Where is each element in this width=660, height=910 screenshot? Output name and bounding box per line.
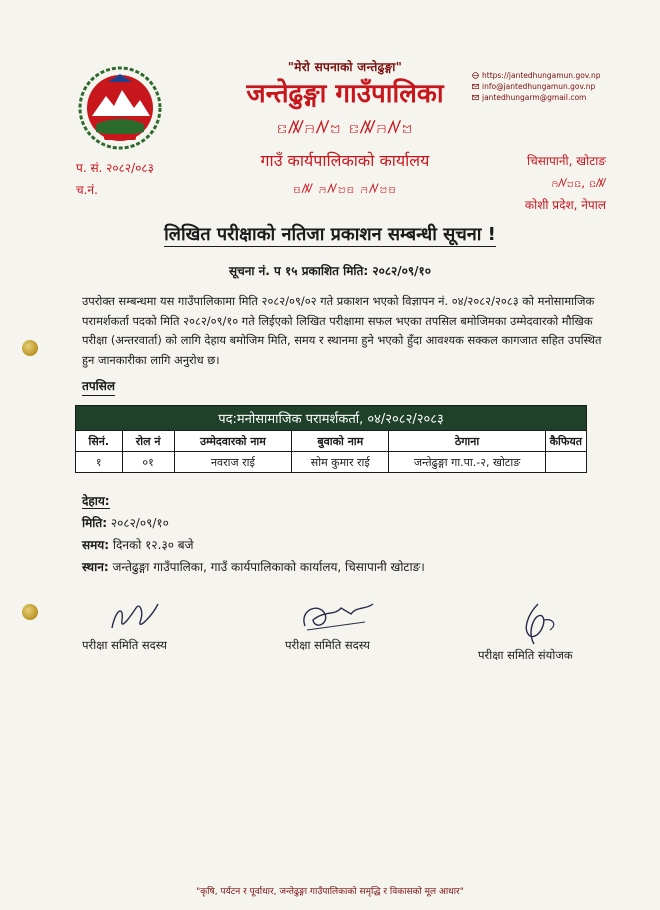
address-line-3: कोशी प्रदेश, नेपाल — [524, 198, 606, 212]
signature-icon — [82, 598, 182, 638]
cell-serial: १ — [76, 452, 123, 473]
address-line-1: चिसापानी, खोटाङ — [527, 154, 606, 168]
notice-meta: सूचना नं. प १५ प्रकाशित मिति: २०८२/०९/१० — [228, 264, 432, 278]
motto: "मेरो सपनाको जन्तेढुङ्गा" — [287, 60, 403, 74]
contact-email-2-text: jantedhungarm@gmail.com — [482, 93, 587, 102]
contact-email-1-text: info@jantedhungamun.gov.np — [482, 82, 596, 91]
punch-hole — [22, 340, 38, 356]
col-father-name: बुवाको नाम — [292, 431, 389, 452]
table-post-row — [76, 406, 587, 431]
contact-email-1[interactable] — [472, 81, 652, 92]
interview-place-label: स्थान: — [82, 560, 109, 574]
office-name: गाउँ कार्यपालिकाको कार्यालय — [260, 151, 430, 170]
email-icon — [472, 83, 479, 90]
post-title: पद:मनोसामाजिक परामर्शकर्ता, ०४/२०८२/२०८३ — [76, 406, 587, 431]
office-name-script: ꤢꤲ ꤏꤾꤠꤢ ꤏꤾꤠꤢ — [292, 182, 398, 197]
footer-slogan: "कृषि, पर्यटन र पूर्वाधार, जन्तेढुङ्गा गाउँपालिकाको समृद्धि र विकासको मूल आधार" — [196, 887, 464, 897]
notice-body: उपरोक्त सम्बन्धमा यस गाउँपालिकामा मिति २०८२/०९/०२ गते प्रकाशन भएको विज्ञापन नं. ०४/२०८२/२०८३ को मनोसामाजिक परामर्शकर्ता पदको मिति २०८२/०९/१० गते लिईएको लिखित परीक्षामा सफल भएका तपसिल बमोजिमका उम्मेदवारको मौखिक परीक्षा (अन्तरवार्ता) को लागि देहाय बमोजिम मिति, समय र स्थानमा हुने भएको हुँदा आवश्यक सक्कल कागजात सहित उपस्थित हुन जानकारीका लागि अनुरोध छ। — [82, 294, 602, 367]
contact-block — [472, 70, 652, 103]
signatory-member-1 — [82, 598, 182, 653]
signatory-coordinator — [478, 600, 588, 663]
signatory-member-2 — [285, 596, 385, 653]
contact-email-2[interactable] — [472, 92, 652, 103]
interview-details — [82, 490, 425, 578]
email-icon — [472, 94, 479, 101]
interview-date-value: २०८२/०९/१० — [107, 516, 169, 530]
address-block — [486, 150, 606, 216]
municipality-emblem-icon — [78, 66, 162, 150]
municipality-name-script: ꤢꤲꤏꤾꤠ ꤢꤲꤏꤾꤠ — [276, 117, 414, 138]
interview-place — [82, 556, 425, 578]
col-address: ठेगाना — [389, 431, 545, 452]
signature-icon — [478, 600, 588, 648]
signature-icon — [285, 596, 385, 638]
col-candidate-name: उम्मेदवारको नाम — [174, 431, 291, 452]
cell-roll: ०१ — [122, 452, 174, 473]
table-header-row — [76, 431, 587, 452]
interview-heading: देहाय: — [82, 494, 110, 508]
municipality-name: जन्तेढुङ्गा गाउँपालिका — [246, 79, 444, 109]
punch-hole — [22, 604, 38, 620]
col-serial: सिनं. — [76, 431, 123, 452]
col-roll: रोल नं — [122, 431, 174, 452]
contact-website-text: https://jantedhungamun.gov.np — [482, 71, 601, 80]
interview-time — [82, 534, 425, 556]
col-remarks: कैफियत — [545, 431, 586, 452]
cell-candidate-name: नवराज राई — [174, 452, 291, 473]
interview-date — [82, 512, 425, 534]
result-table — [75, 405, 587, 473]
signatory-member-1-label: परीक्षा समिति सदस्य — [82, 638, 167, 652]
signatory-coordinator-label: परीक्षा समिति संयोजक — [478, 648, 573, 662]
notice-title-text: लिखित परीक्षाको नतिजा प्रकाशन सम्बन्धी सूचना ! — [164, 224, 496, 245]
cell-father-name: सोम कुमार राई — [292, 452, 389, 473]
cell-remarks — [545, 452, 586, 473]
interview-time-label: समय: — [82, 538, 110, 552]
reference-number: प. सं. २०८२/०८३ — [76, 161, 154, 175]
tapsil-label: तपसिल — [82, 378, 115, 396]
interview-date-label: मिति: — [82, 516, 108, 530]
cell-address: जन्तेढुङ्गा गा.पा.-२, खोटाङ — [389, 452, 545, 473]
notice-title — [0, 222, 660, 246]
address-line-2: ꤏꤾꤠꤢ, ꤢꤲ — [551, 176, 606, 190]
signatory-member-2-label: परीक्षा समिति सदस्य — [285, 638, 370, 652]
reference-block — [76, 157, 154, 201]
dispatch-number: च.नं. — [76, 183, 98, 197]
interview-time-value: दिनको १२.३० बजे — [109, 538, 194, 552]
table-row — [76, 452, 587, 473]
contact-website[interactable] — [472, 70, 652, 81]
letterhead-center — [200, 58, 490, 197]
web-icon — [472, 72, 479, 79]
interview-place-value: जन्तेढुङ्गा गाउँपालिका, गाउँ कार्यपालिकाको कार्यालय, चिसापानी खोटाङ। — [108, 560, 425, 574]
